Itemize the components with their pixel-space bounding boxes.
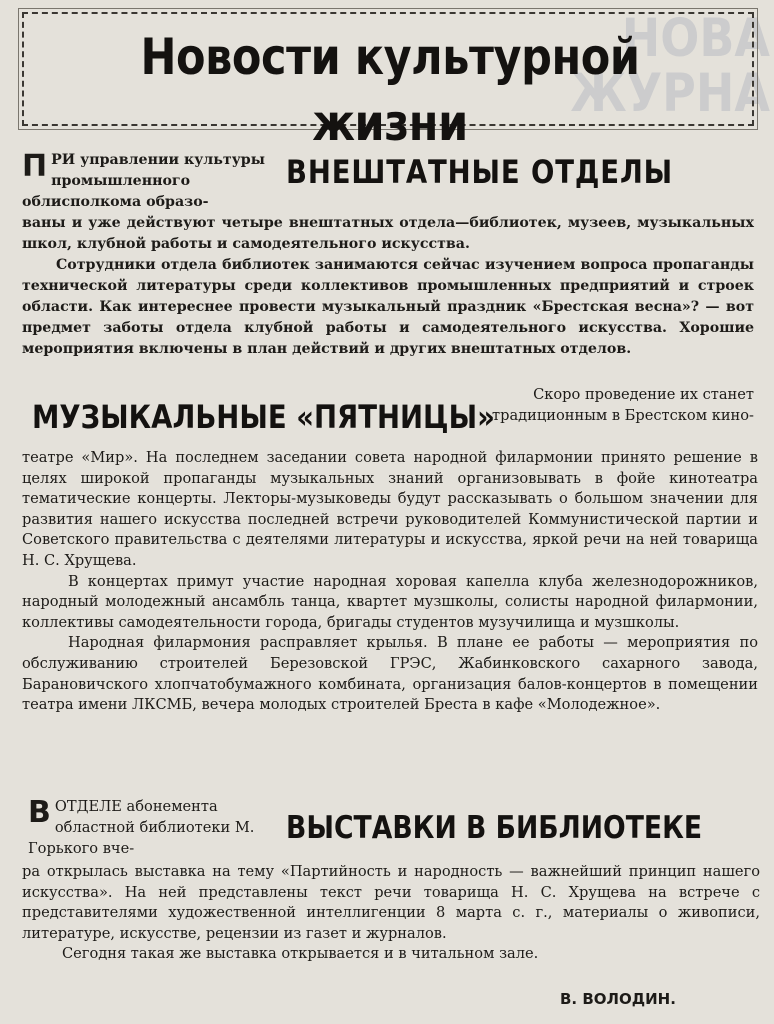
section3-paragraph-1: ра открылась выставка на тему «Партийность и народность — важнейший принцип нашего искусства». На ней представлены текст речи товарища Н. С. Хрущева на встрече с представителями художественной интеллигенции 8 марта с. г., материалы о живописи, литературе, искусстве, рецензии из газет и журналов. [22, 863, 760, 942]
section2-lead: Скоро проведение их станет традиционным в Брестском кино- [492, 386, 754, 424]
section2-body [22, 448, 758, 716]
section1-dropcap: П [22, 149, 48, 184]
section3-paragraph-2: Сегодня такая же выставка открывается и в читальном зале. [62, 945, 539, 963]
section1-paragraph-2: Сотрудники отдела библиотек занимаются сейчас изучением вопроса пропаганды технической литературы среди коллективов промышленных предприятий и строек области. Как интереснее провести музыкальный праздник «Брестская весна»? — вот предмет заботы отдела клубной работы и самодеятельного искусства. Хорошие мероприятия включены в план действий и других внештатных отделов. [22, 257, 754, 357]
section1-body [22, 213, 754, 360]
section3-dropcap: В [28, 795, 51, 830]
section3-heading: ВЫСТАВКИ В БИБЛИОТЕКЕ [286, 810, 703, 846]
section1-heading: ВНЕШТАТНЫЕ ОТДЕЛЫ [286, 153, 674, 191]
section1-lead-text: РИ управлении культуры промышленного облисполкома образо- [22, 152, 265, 210]
section2-paragraph-2: В концертах примут участие народная хоровая капелла клуба железнодорожников, народный молодежный ансамбль танца, квартет музшколы, солисты народной филармонии, коллективы самодеятельности города, бригады студентов музучилища и музшколы. [22, 572, 758, 631]
section1-lead [22, 150, 270, 213]
author-signature: В. ВОЛОДИН. [560, 990, 676, 1008]
page-title: Новости культурной жизни [140, 28, 640, 152]
section3-body [22, 862, 760, 965]
bleed-through-decoration: НОВА ЖУРНА [570, 9, 770, 124]
section2-paragraph-3: Народная филармония расправляет крылья. В плане ее работы — мероприятия по обслуживанию строителей Березовской ГРЭС, Жабинковского сахарного завода, Барановичского хлопчатобумажного комбината, организация балов-концертов в помещении театра имени ЛКСМБ, вечера молодых строителей Бреста в кафе «Молодежное». [22, 634, 758, 714]
section2-paragraph-1: театре «Мир». На последнем заседании совета народной филармонии принято решение в целях широкой пропаганды музыкальных знаний организовывать в фойе кинотеатра тематические концерты. Лекторы-музыковеды будут рассказывать о большом значении для развития нашего искусства последней встречи руководителей Коммунистической партии и Советского правительства с деятелями литературы и искусства, яркой речи на ней товарища Н. С. Хрущева. [22, 449, 758, 569]
section2-heading: МУЗЫКАЛЬНЫЕ «ПЯТНИЦЫ» [32, 398, 495, 436]
section3-lead-text: ОТДЕЛЕ абонемента областной библиотеки М. Горького вче- [28, 798, 255, 857]
section1-continuation: ваны и уже действуют четыре внештатных отдела—библиотек, музеев, музыкальных школ, клубной работы и самодеятельного искусства. [22, 215, 754, 252]
section3-lead [28, 796, 276, 859]
